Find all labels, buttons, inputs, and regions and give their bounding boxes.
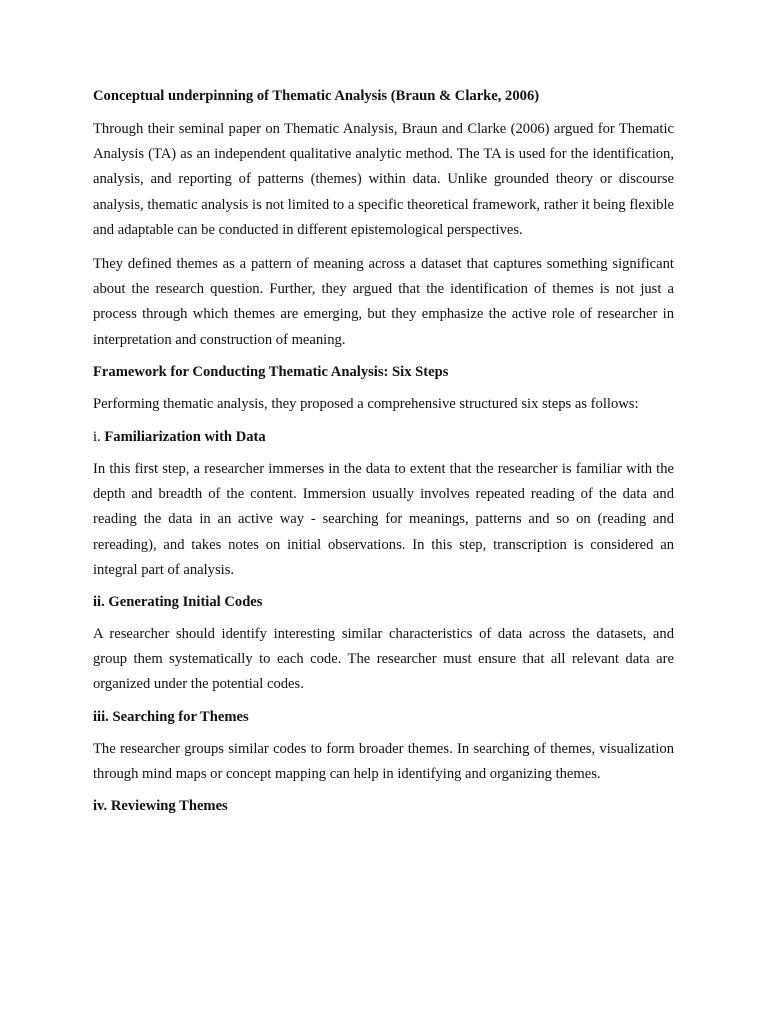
framework-lead-paragraph: Performing thematic analysis, they proposed a comprehensive structured six steps as follows: — [93, 395, 639, 412]
step-title: Familiarization with Data — [104, 429, 266, 446]
step-heading-3 — [93, 707, 674, 727]
step-body-2: A researcher should identify interesting similar characteristics of data across the datasets, and group them systematically to each code. The researcher must ensure that all relevant data are organized under the potential codes. — [93, 626, 674, 693]
step-body-3: The researcher groups similar codes to form broader themes. In searching of themes, visualization through mind maps or concept mapping can help in identifying and organizing themes. — [93, 740, 674, 782]
document-page — [93, 86, 674, 826]
step-heading-1 — [93, 427, 674, 447]
intro-paragraph-2: They defined themes as a pattern of meaning across a dataset that captures something significant about the research question. Further, they argued that the identification of themes is not just a process through which themes are emerging, but they emphasize the active role of researcher in interpretation and construction of meaning. — [93, 256, 674, 348]
step-number: iii. — [93, 708, 109, 725]
step-body-1: In this first step, a researcher immerses in the data to extent that the researcher is familiar with the depth and breadth of the content. Immersion usually involves repeated reading of the data and reading the data in an active way - searching for meanings, patterns and so on (reading and rereading), and takes notes on initial observations. In this step, transcription is considered an integral part of analysis. — [93, 461, 674, 578]
framework-heading: Framework for Conducting Thematic Analysis: Six Steps — [93, 363, 449, 380]
step-title: Generating Initial Codes — [108, 594, 263, 611]
step-title: Reviewing Themes — [110, 798, 228, 815]
step-number: i. — [93, 429, 101, 446]
step-number: iv. — [93, 798, 108, 815]
document-title: Conceptual underpinning of Thematic Analysis (Braun & Clarke, 2006) — [93, 88, 540, 104]
intro-paragraph-1: Through their seminal paper on Thematic Analysis, Braun and Clarke (2006) argued for Thematic Analysis (TA) as an independent qualitative analytic method. The TA is used for the identification, analysis, and reporting of patterns (themes) within data. Unlike grounded theory or discourse analysis, thematic analysis is not limited to a specific theoretical framework, rather it being flexible and adaptable can be conducted in different epistemological perspectives. — [93, 121, 674, 238]
step-heading-2 — [93, 592, 674, 612]
step-heading-4 — [93, 796, 674, 816]
step-number: ii. — [93, 594, 105, 611]
step-title: Searching for Themes — [112, 708, 249, 725]
